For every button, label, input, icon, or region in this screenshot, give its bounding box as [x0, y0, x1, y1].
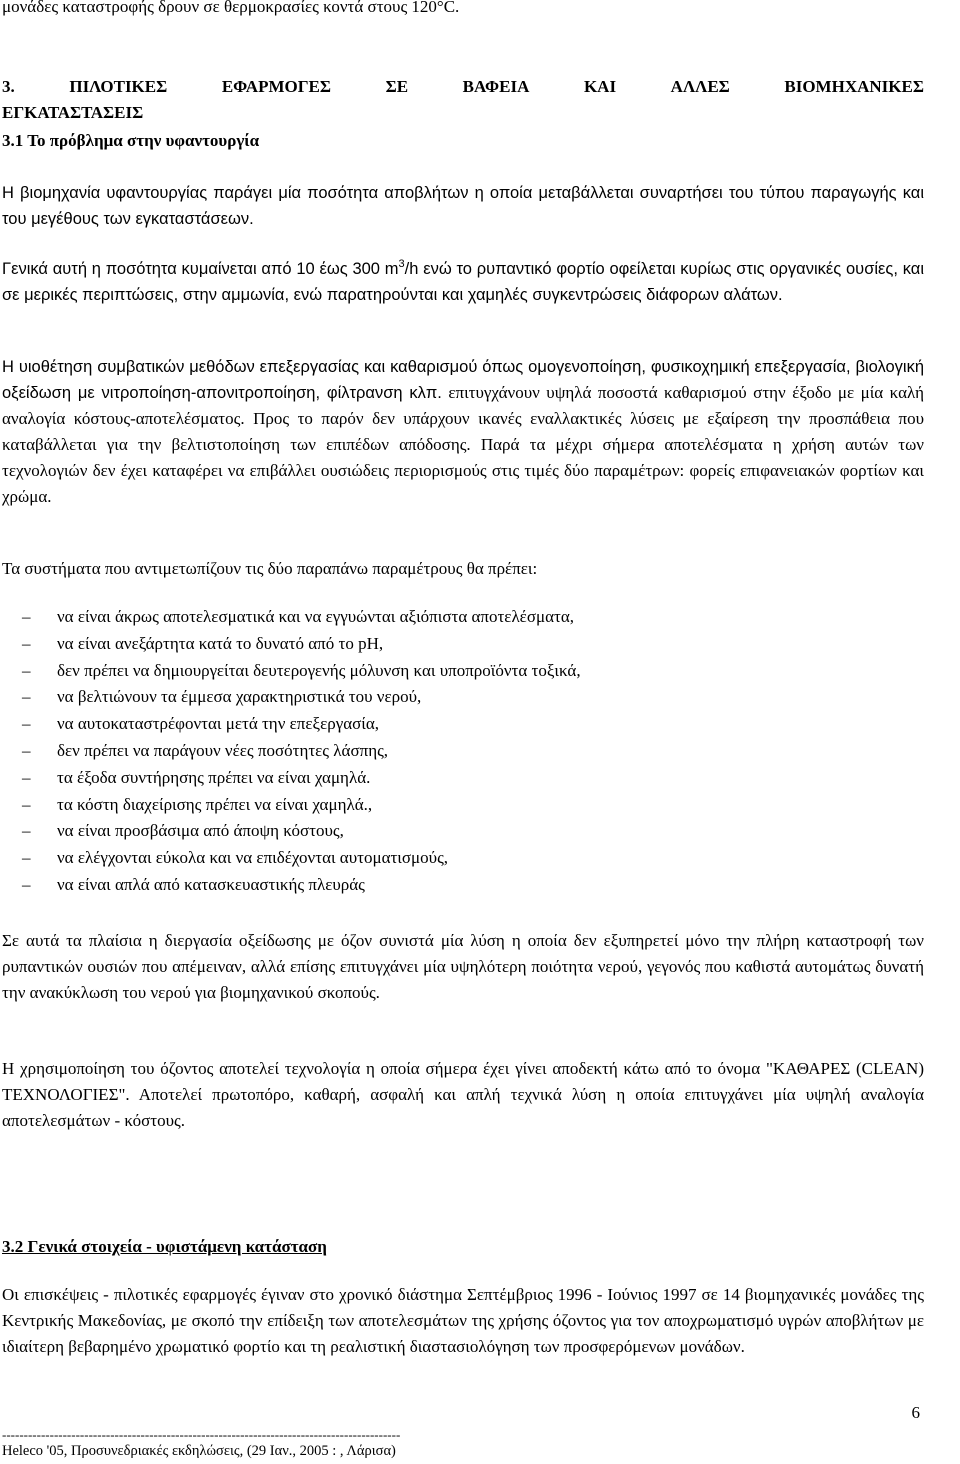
footer-text: Heleco '05, Προσυνεδριακές εκδηλώσεις, (29 Ιαν., 2005 : , Λάρισα)	[2, 1443, 396, 1459]
section-3-heading-word: ΣΕ	[385, 77, 409, 96]
requirements-list	[2, 604, 902, 899]
paragraph-1: Η βιομηχανία υφαντουργίας παράγει μία ποσότητα αποβλήτων η οποία μεταβάλλεται συναρτήσει του τύπου παραγωγής και του μεγέθους των εγκαταστάσεων.	[2, 184, 924, 228]
section-3-number: 3.	[2, 77, 15, 96]
list-item	[2, 792, 902, 819]
list-item	[2, 845, 902, 872]
list-item	[2, 872, 902, 899]
section-3-heading-word: ΒΙΟΜΗΧΑΝΙΚΕΣ	[784, 77, 924, 96]
paragraph-2-before: Γενικά αυτή η ποσότητα κυμαίνεται από 10 έως 300 m	[2, 260, 399, 278]
section-3-heading-word: ΒΑΦΕΙΑ	[462, 77, 530, 96]
dash-bullet: –	[22, 848, 31, 868]
section-3-heading-word: ΕΦΑΡΜΟΓΕΣ	[221, 77, 331, 96]
section-3-heading	[2, 74, 924, 126]
list-item-text: να είναι άκρως αποτελεσματικά και να εγγυώνται αξιόπιστα αποτελέσματα,	[57, 607, 574, 626]
footer-rule: --------------------------------------------------------------------------------------------	[2, 1427, 401, 1442]
list-item-text: να είναι ανεξάρτητα κατά το δυνατό από το pH,	[57, 633, 384, 653]
list-item	[2, 604, 902, 631]
page-number: 6	[911, 1403, 920, 1422]
list-item	[2, 765, 902, 792]
list-item	[2, 711, 902, 738]
list-item	[2, 658, 902, 685]
list-item-text: να είναι απλά από κατασκευαστικής πλευράς	[57, 874, 365, 894]
paragraph-5: Σε αυτά τα πλαίσια η διεργασία οξείδωσης με όζον συνιστά μία λύση η οποία δεν εξυπηρετεί μόνο την πλήρη καταστροφή των ρυπαντικών ουσιών που απέμειναν, αλλά επίσης επιτυγχάνει μία υψηλότερη ποιότητα νερού, γεγονός που καθιστά αυτομάτως δυνατή την ανακύκλωση του νερού για βιομηχανικού σκοπούς.	[2, 931, 924, 1002]
list-item-text: να ελέγχονται εύκολα και να επιδέχονται αυτοματισμούς,	[57, 848, 449, 868]
list-item-text: να αυτοκαταστρέφονται μετά την επεξεργασία,	[57, 714, 380, 734]
dash-bullet: –	[22, 767, 31, 787]
dash-bullet: –	[22, 874, 31, 894]
list-item	[2, 818, 902, 845]
paragraph-7: Οι επισκέψεις - πιλοτικές εφαρμογές έγιναν στο χρονικό διάστημα Σεπτέμβριος 1996 - Ιούνιος 1997 σε 14 βιομηχανικές μονάδες της Κεντρικής Μακεδονίας, με σκοπό την επίδειξη των αποτελεσμάτων της χρήσης όζοντος για τον αποχρωματισμό υγρών αποβλήτων με ιδιαίτερη βεβαρημένο χρωματικό φορτίο και τη ρεαλιστική διαστασιολόγηση των προσφερόμενων μονάδων.	[2, 1285, 924, 1356]
list-item-text: να είναι προσβάσιμα από άποψη κόστους,	[57, 821, 344, 841]
list-item-text: να βελτιώνουν τα έμμεσα χαρακτηριστικά του νερού,	[57, 687, 422, 707]
section-3-1-title: 3.1 Το πρόβλημα στην υφαντουργία	[2, 131, 260, 150]
paragraph-3	[2, 354, 924, 510]
superscript-3: 3	[398, 258, 405, 270]
dash-bullet: –	[22, 740, 31, 760]
section-3-heading-line1	[2, 74, 924, 100]
list-item	[2, 684, 902, 711]
list-item-text: τα έξοδα συντήρησης πρέπει να είναι χαμηλά.	[57, 767, 371, 787]
paragraph-2	[2, 256, 924, 308]
list-item	[2, 631, 902, 658]
section-3-heading-word: ΑΛΛΕΣ	[670, 77, 730, 96]
dash-bullet: –	[22, 660, 31, 680]
list-item-text: τα κόστη διαχείρισης πρέπει να είναι χαμηλά.,	[57, 794, 373, 814]
section-3-2-title	[2, 1234, 924, 1260]
section-3-heading-word: ΠΙΛΟΤΙΚΕΣ	[69, 77, 168, 96]
dash-bullet: –	[22, 794, 31, 814]
paragraph-3-sans-part: Η υιοθέτηση συμβατικών μεθόδων επεξεργασίας και καθαρισμού όπως ομογενοποίηση, φυσικοχημική επεξεργασία, βιολογική οξείδωση με νιτροποίηση-απονιτροποίηση, φίλτρανση κλπ.	[2, 358, 924, 402]
section-3-heading-word: ΚΑΙ	[583, 77, 617, 96]
list-item-text: δεν πρέπει να δημιουργείται δευτερογενής μόλυνση και υποπροϊόντα τοξικά,	[57, 660, 581, 680]
dash-bullet: –	[22, 714, 31, 734]
dash-bullet: –	[22, 607, 31, 626]
section-3-2-title-text: 3.2 Γενικά στοιχεία - υφιστάμενη κατάσταση	[2, 1237, 327, 1256]
top-line: μονάδες καταστροφής δρουν σε θερμοκρασίες κοντά στους 120°C.	[2, 0, 460, 16]
dash-bullet: –	[22, 687, 31, 707]
section-3-heading-line2: ΕΓΚΑΤΑΣΤΑΣΕΙΣ	[2, 103, 144, 122]
list-item	[2, 738, 902, 765]
dash-bullet: –	[22, 633, 31, 653]
paragraph-3-serif-part: επιτυγχάνουν υψηλά ποσοστά καθαρισμού στην έξοδο με μία καλή αναλογία κόστους-αποτελέσματος. Προς το παρόν δεν υπάρχουν ικανές εναλλακτικές λύσεις με εξαίρεση την προσπάθεια που καταβάλλεται για την βελτιστοποίηση των επιπέδων απόδοσης. Παρά τα μέχρι σήμερα αποτελέσματα η χρήση αυτών των τεχνολογιών δεν έχει καταφέρει να επιβάλλει ουσιώδεις περιορισμούς στις τιμές δύο παραμέτρων: φορείς επιφανειακών φορτίων και χρώμα.	[2, 383, 924, 506]
paragraph-6: Η χρησιμοποίηση του όζοντος αποτελεί τεχνολογία η οποία σήμερα έχει γίνει αποδεκτή κάτω από το όνομα "ΚΑΘΑΡΕΣ (CLEAN) ΤΕΧΝΟΛΟΓΙΕΣ". Αποτελεί πρωτοπόρο, καθαρή, ασφαλή και απλή τεχνικά λύση η οποία επιτυγχάνει μία υψηλή αναλογία αποτελεσμάτων - κόστους.	[2, 1059, 924, 1130]
list-item-text: δεν πρέπει να παράγουν νέες ποσότητες λάσπης,	[57, 740, 389, 760]
dash-bullet: –	[22, 821, 31, 841]
paragraph-4: Τα συστήματα που αντιμετωπίζουν τις δύο παραπάνω παραμέτρους θα πρέπει:	[2, 559, 538, 578]
paragraph-2-after: /h ενώ το ρυπαντικό φορτίο οφείλεται κυρίως στις οργανικές ουσίες, και σε μερικές περιπτώσεις, στην αμμωνία, ενώ παρατηρούνται και χαμηλές συγκεντρώσεις διάφορων αλάτων.	[2, 260, 924, 304]
